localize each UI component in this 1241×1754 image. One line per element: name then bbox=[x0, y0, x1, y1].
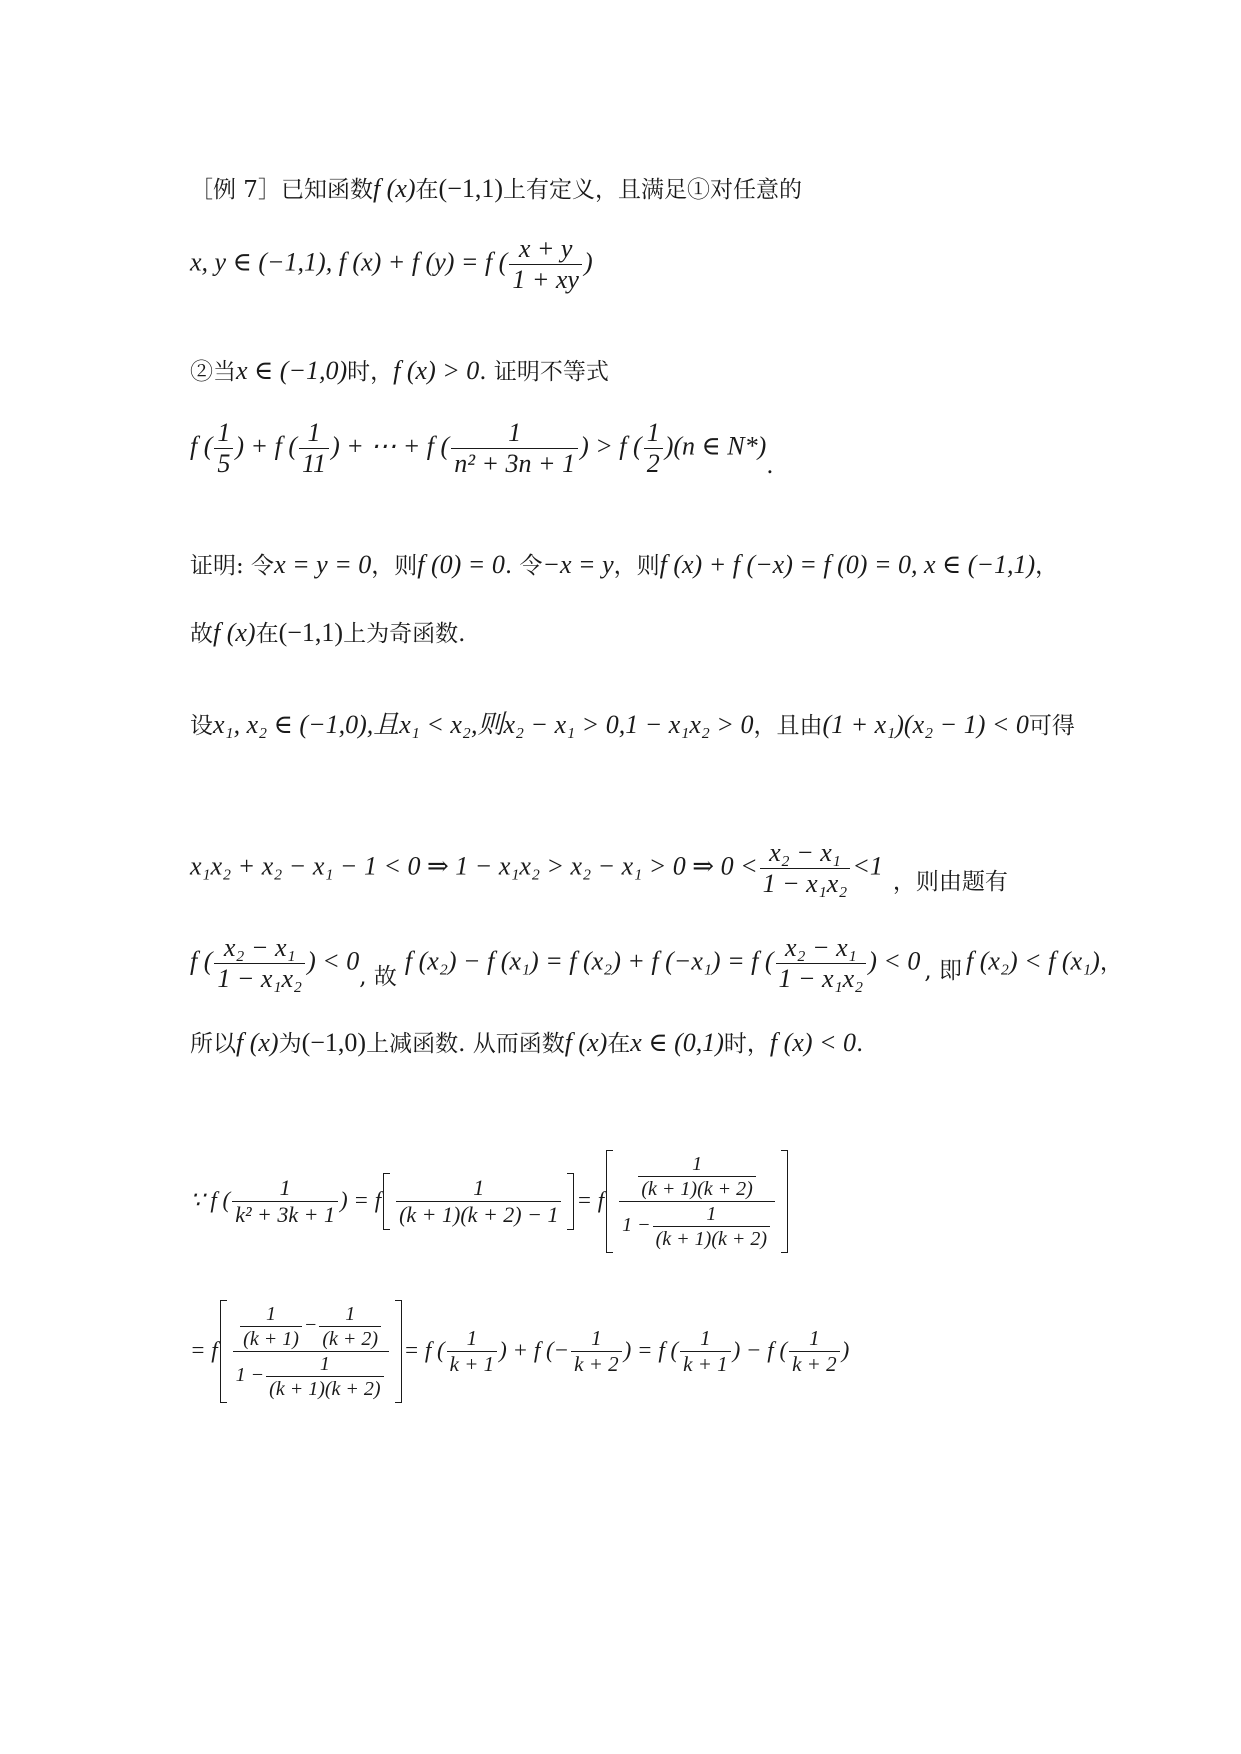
frac-4 bbox=[680, 1328, 731, 1375]
t5: ) − f ( bbox=[732, 1337, 788, 1363]
den: k² + 3k + 1 bbox=[232, 1201, 338, 1226]
frac-3b bbox=[653, 1204, 770, 1249]
text-ie: , 即 bbox=[924, 957, 963, 984]
ineq-period: . bbox=[766, 452, 774, 479]
m4: x ∈ (0,1) bbox=[630, 1028, 724, 1057]
t5: f (x₂) < f (x₁) bbox=[966, 946, 1100, 976]
frac-3 bbox=[571, 1328, 622, 1375]
proof-text-c: ，则由题有 bbox=[892, 868, 1008, 895]
num: 1 bbox=[473, 1175, 485, 1200]
num: 1 bbox=[692, 1153, 703, 1175]
ineq-t3: ) + ⋯ + f ( bbox=[331, 431, 450, 461]
frac-3a bbox=[638, 1154, 755, 1199]
num: 1 bbox=[508, 418, 522, 447]
frac-2 bbox=[447, 1328, 498, 1375]
equation-lead: x, y ∈ (−1,1), f (x) + f (y) = f ( bbox=[190, 247, 508, 277]
m2: (−1,0) bbox=[301, 1028, 367, 1057]
transform-line-1 bbox=[190, 1150, 790, 1253]
num: 1 bbox=[706, 1203, 717, 1225]
proof-math-1: x = y = 0 bbox=[274, 550, 372, 579]
example-label: ［例 7］已知函数 bbox=[190, 177, 373, 203]
den: k + 2 bbox=[789, 1351, 840, 1375]
proof-line-2 bbox=[190, 620, 465, 646]
den: (k + 1)(k + 2) bbox=[638, 1176, 755, 1199]
den: 5 bbox=[214, 448, 233, 477]
math-fx: f (x) bbox=[372, 174, 416, 203]
inequality-statement bbox=[190, 420, 774, 477]
t2: ) < 0 bbox=[307, 946, 360, 976]
pre: 1 − bbox=[622, 1214, 651, 1237]
text-time: 时， bbox=[347, 359, 394, 385]
num: 1 bbox=[319, 1353, 330, 1375]
m1: f (x) bbox=[236, 1028, 279, 1057]
den: (k + 1)(k + 2) − 1 bbox=[396, 1201, 561, 1226]
minus: − bbox=[303, 1314, 318, 1337]
t1: ∵ f ( bbox=[190, 1187, 231, 1213]
num: 1 bbox=[466, 1326, 478, 1350]
num: x₂ − x₁ bbox=[223, 933, 296, 962]
f: . bbox=[856, 1031, 864, 1057]
bracket-2 bbox=[606, 1150, 788, 1253]
proof-text-c: 上为奇函数. bbox=[343, 621, 466, 647]
proof-text-c: 可得 bbox=[1028, 713, 1075, 739]
proof-text-b: 在 bbox=[255, 621, 279, 647]
math-interval: (−1,1) bbox=[438, 174, 504, 203]
den: k + 2 bbox=[571, 1351, 622, 1375]
proof-text-e: ， bbox=[1035, 553, 1059, 579]
proof-math-2: f (0) = 0 bbox=[417, 550, 505, 579]
proof-text-b: ，且由 bbox=[753, 713, 823, 739]
proof-math-2: (1 + x₁)(x₂ − 1) < 0 bbox=[822, 710, 1029, 739]
den: (k + 1) bbox=[240, 1326, 302, 1349]
ineq-frac-2 bbox=[299, 420, 329, 477]
pre: 1 − bbox=[235, 1364, 265, 1387]
math-domain: x ∈ (−1,0) bbox=[236, 356, 348, 385]
den: 1 − x₁x₂ bbox=[776, 963, 867, 992]
proof-math-2: <1 bbox=[852, 851, 883, 881]
num: 1 bbox=[700, 1326, 711, 1350]
num: 1 bbox=[809, 1326, 820, 1350]
proof-math-1: x₁x₂ + x₂ − x₁ − 1 < 0 ⇒ 1 − x₁x₂ > x₂ − x₁ > 0 ⇒ 0 < bbox=[190, 851, 758, 881]
equation-fraction bbox=[509, 236, 582, 293]
proof-text-a: 证明: 令 bbox=[190, 553, 275, 579]
m3: f (x) bbox=[564, 1028, 608, 1057]
proof-math-1: x₁, x₂ ∈ (−1,0),且x₁ < x₂,则x₂ − x₁ > 0,1 − x₁x₂ > 0 bbox=[213, 710, 754, 739]
num: 1 bbox=[307, 418, 321, 447]
t2: ) = f bbox=[340, 1187, 382, 1213]
frac-3 bbox=[619, 1154, 775, 1249]
num: x₂ − x₁ bbox=[769, 838, 841, 867]
fraction-num: x + y bbox=[518, 234, 573, 263]
frac-1 bbox=[232, 1177, 338, 1226]
den: n² + 3n + 1 bbox=[451, 448, 578, 477]
example-heading-line bbox=[190, 176, 802, 202]
e: 时， bbox=[723, 1031, 770, 1057]
num: 1 bbox=[279, 1175, 291, 1200]
frac-big bbox=[233, 1304, 389, 1399]
d: 在 bbox=[607, 1031, 631, 1057]
num: x₂ − x₁ bbox=[785, 933, 857, 962]
proof-math-1: f (x) bbox=[213, 618, 256, 647]
t3: = f bbox=[576, 1187, 605, 1213]
t6: ) bbox=[841, 1337, 850, 1363]
m5: f (x) < 0 bbox=[769, 1028, 857, 1057]
ineq-t1: f ( bbox=[190, 431, 213, 461]
proof-line-6 bbox=[190, 1030, 863, 1056]
proof-math-4: f (x) + f (−x) = f (0) = 0, x ∈ (−1,1) bbox=[659, 550, 1036, 579]
a: 所以 bbox=[190, 1031, 236, 1057]
ineq-frac-1 bbox=[214, 420, 233, 477]
t1: f ( bbox=[190, 946, 213, 976]
math-positive: f (x) > 0 bbox=[393, 356, 480, 385]
text-when: ②当 bbox=[190, 359, 236, 385]
den: 11 bbox=[299, 448, 329, 477]
t4: ) < 0 bbox=[868, 946, 921, 976]
equation-tail: ) bbox=[583, 247, 593, 277]
den: (k + 1)(k + 2) bbox=[653, 1226, 770, 1249]
num: 1 bbox=[345, 1303, 356, 1325]
frac-1 bbox=[214, 935, 305, 992]
frac-2 bbox=[396, 1177, 561, 1226]
functional-equation bbox=[190, 236, 593, 293]
frac-a bbox=[240, 1304, 302, 1349]
ineq-t2: ) + f ( bbox=[235, 431, 297, 461]
bracket-1 bbox=[383, 1173, 574, 1230]
ineq-t5: )(n ∈ N*) bbox=[664, 431, 767, 461]
proof-text-d: ，则 bbox=[613, 553, 660, 579]
proof-line-4 bbox=[190, 840, 1008, 897]
proof-math-3: −x = y bbox=[542, 550, 614, 579]
proof-text-a: 故 bbox=[190, 621, 213, 647]
text-therefore: , 故 bbox=[359, 963, 397, 990]
proof-line-1 bbox=[190, 552, 1058, 578]
proof-text-a: 设 bbox=[190, 713, 213, 739]
den: (k + 1)(k + 2) bbox=[266, 1376, 383, 1399]
num: 1 bbox=[646, 418, 660, 447]
t3: f (x₂) − f (x₁) = f (x₂) + f (−x₁) = f ( bbox=[404, 946, 774, 976]
frac-c bbox=[266, 1354, 383, 1399]
text-comma: ， bbox=[1099, 949, 1123, 976]
condition-2-line bbox=[190, 358, 609, 384]
b: 为 bbox=[278, 1031, 302, 1057]
den: (k + 2) bbox=[319, 1326, 381, 1349]
frac-b bbox=[319, 1304, 381, 1349]
den: 2 bbox=[644, 448, 663, 477]
frac-5 bbox=[789, 1328, 840, 1375]
proof-math-2: (−1,1) bbox=[278, 618, 344, 647]
ineq-frac-4 bbox=[644, 420, 663, 477]
text-prove: . 证明不等式 bbox=[479, 359, 609, 385]
fraction-den: 1 + xy bbox=[509, 264, 582, 293]
num: 1 bbox=[591, 1326, 602, 1350]
bracket-3 bbox=[220, 1300, 402, 1403]
proof-text-b: ，则 bbox=[371, 553, 418, 579]
proof-text-c: . 令 bbox=[504, 553, 543, 579]
proof-line-5 bbox=[190, 935, 1123, 992]
t2: = f ( bbox=[403, 1337, 445, 1363]
proof-fraction bbox=[760, 840, 851, 897]
num: 1 bbox=[217, 418, 231, 447]
frac-2 bbox=[776, 935, 867, 992]
den: k + 1 bbox=[447, 1351, 498, 1375]
den: k + 1 bbox=[680, 1351, 731, 1375]
den: 1 − x₁x₂ bbox=[214, 963, 305, 992]
ineq-frac-3 bbox=[451, 420, 578, 477]
t4: ) = f ( bbox=[623, 1337, 679, 1363]
text-at: 在 bbox=[415, 177, 439, 203]
c: 上减函数. 从而函数 bbox=[366, 1031, 565, 1057]
proof-line-3 bbox=[190, 712, 1075, 738]
den: 1 − x₁x₂ bbox=[760, 868, 851, 897]
num: 1 bbox=[266, 1303, 276, 1325]
text-condition-1: 上有定义，且满足①对任意的 bbox=[503, 177, 803, 203]
ineq-t4: ) > f ( bbox=[580, 431, 642, 461]
transform-line-2 bbox=[190, 1300, 849, 1403]
t1: = f bbox=[190, 1337, 218, 1363]
t3: ) + f (− bbox=[499, 1337, 570, 1363]
